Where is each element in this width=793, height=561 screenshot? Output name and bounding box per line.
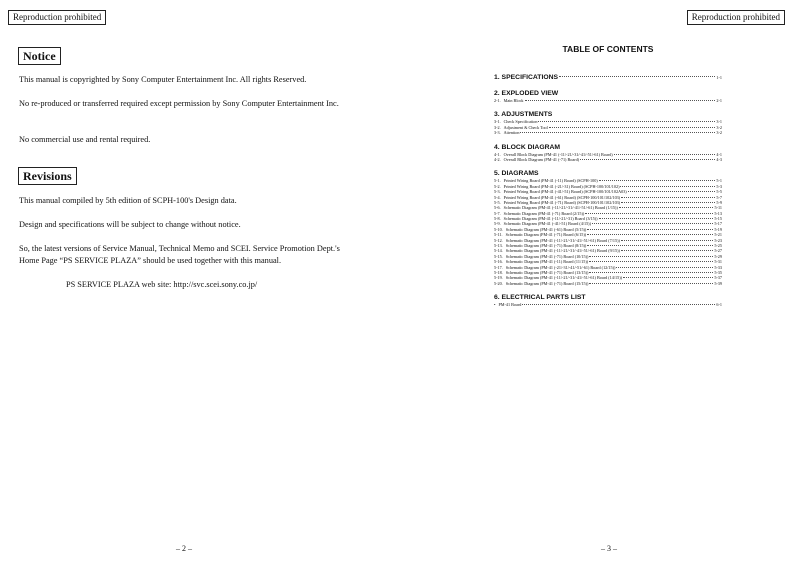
reproduction-prohibited-stamp-right: Reproduction prohibited	[687, 10, 785, 25]
toc-entry-number: 5-15.	[494, 253, 503, 259]
toc-leader-dots	[620, 186, 715, 187]
toc-entry-title: Schematic Diagram (PM-41 (-71) Board (8/15))	[505, 243, 587, 249]
toc-entry-title: Main Block	[503, 98, 524, 103]
toc-leader-dots	[585, 213, 713, 214]
toc-entry-number: 5-12.	[494, 237, 503, 243]
toc-page-number: 5-19	[714, 226, 722, 232]
toc-leader-dots	[538, 121, 715, 122]
toc-page-number: 5-7	[716, 194, 722, 200]
toc-leader-dots	[599, 218, 714, 219]
toc-entry-title: Overall Block Diagram (PM-41 (-71) Board)	[503, 156, 580, 162]
toc-page-number: 5-25	[714, 243, 722, 249]
notice-paragraph-reproduction: No re-produced or transferred required except permission by Sony Computer Entertainment Inc.	[19, 99, 339, 108]
toc-leader-dots	[520, 132, 715, 133]
toc-entry-number: 5-17.	[494, 264, 503, 270]
toc-entry-title: Schematic Diagram (PM-41 (-71) Board (2/15))	[503, 210, 585, 216]
toc-leader-dots	[619, 207, 714, 208]
page-number-right: – 3 –	[601, 544, 617, 553]
toc-section	[494, 293, 722, 307]
toc-entry-title: Schematic Diagram (PM-41 (-71) Board (15/15))	[505, 280, 589, 286]
toc-page-number: 5-35	[714, 269, 722, 275]
toc-entry-number: 2-1.	[494, 98, 501, 103]
revisions-paragraph-latest-versions: So, the latest versions of Service Manual, Technical Memo and SCEI. Service Promotion Dept.'s Home Page “PS SERVICE PLAZA” should be used together with this manual.	[19, 244, 340, 265]
revisions-paragraph-specs: Design and specifications will be subject to change without notice.	[19, 220, 241, 229]
revisions-paragraph-edition: This manual compiled by 5th edition of SCPH-100's Design data.	[19, 196, 237, 205]
toc-sections	[494, 73, 722, 308]
toc-entry-number: 3-1.	[494, 119, 501, 125]
toc-entry[interactable]	[494, 130, 722, 135]
toc-leader-dots	[559, 76, 715, 77]
toc-leader-dots	[621, 197, 715, 198]
toc-entry-title: Schematic Diagram (PM-41 (-11/-21/-31) Board (3/15))	[503, 216, 598, 222]
notice-paragraph-copyright: This manual is copyrighted by Sony Computer Entertainment Inc. All rights Reserved.	[19, 75, 307, 84]
toc-entry-number: 5-4.	[494, 194, 501, 200]
toc-entry-title: Attention	[503, 130, 520, 136]
toc-entry-number: 5-13.	[494, 243, 503, 249]
toc-leader-dots	[522, 304, 715, 305]
toc-leader-dots	[549, 127, 716, 128]
toc-page-number: 5-37	[714, 275, 722, 281]
toc-leader-dots	[623, 277, 713, 278]
notice-heading: Notice	[18, 47, 61, 65]
toc-entry-title: Printed Wiring Board (PM-41 (-61) Board) (SCPH-100/101/102/103)	[503, 194, 621, 200]
toc-entry[interactable]	[494, 98, 722, 103]
toc-entry-number: 5-6.	[494, 205, 501, 211]
toc-page-number: 5-23	[714, 237, 722, 243]
toc-page-number: 5-15	[714, 216, 722, 222]
toc-entry-title: Schematic Diagram (PM-41 (-71) Board (13/15))	[505, 269, 589, 275]
revisions-heading: Revisions	[18, 167, 77, 185]
toc-section-title-text: 4. BLOCK DIAGRAM	[494, 143, 561, 151]
toc-entry-title: Schematic Diagram (PM-41 (-61) Board (5/15))	[505, 226, 587, 232]
toc-entry-title: Printed Wiring Board (PM-41 (-41/-51) Board) (SCPH-100/101/102A03)	[503, 189, 627, 195]
table-of-contents	[494, 44, 722, 315]
toc-entry-number: 3-3.	[494, 130, 501, 136]
toc-page-number: 5-33	[714, 264, 722, 270]
page-number-left: – 2 –	[176, 544, 192, 553]
toc-entry-number: •	[494, 302, 496, 308]
toc-section	[494, 143, 722, 163]
toc-entry-number: 5-19.	[494, 275, 503, 281]
toc-page-number: 5-3	[716, 183, 722, 189]
toc-entry-number: 3-2.	[494, 124, 501, 130]
toc-leader-dots	[589, 283, 713, 284]
toc-leader-dots	[616, 267, 713, 268]
toc-page-number: 5-5	[716, 189, 722, 195]
toc-page-number: 5-29	[714, 253, 722, 259]
toc-entry[interactable]	[494, 302, 722, 307]
toc-entry-title: PM-41 Board	[498, 302, 522, 308]
reproduction-prohibited-stamp-left: Reproduction prohibited	[8, 10, 106, 25]
toc-leader-dots	[587, 234, 713, 235]
toc-entry-number: 5-8.	[494, 216, 501, 222]
toc-entry-number: 5-11.	[494, 232, 503, 238]
toc-leader-dots	[621, 250, 713, 251]
toc-leader-dots	[628, 191, 716, 192]
toc-leader-dots	[592, 223, 713, 224]
toc-entry-number: 5-5.	[494, 199, 501, 205]
toc-entry-title: Schematic Diagram (PM-41 (-71) Board (10/15))	[505, 253, 589, 259]
toc-page-number: 5-13	[714, 210, 722, 216]
toc-entry-title: Schematic Diagram (PM-41 (-11/-21/-31/-41/-51/-61) Board (9/15))	[505, 248, 620, 254]
toc-section-title[interactable]	[494, 169, 722, 178]
toc-leader-dots	[589, 261, 713, 262]
toc-entry-number: 5-16.	[494, 259, 503, 265]
toc-section-title[interactable]	[494, 89, 722, 98]
toc-page-number: 1-1	[716, 75, 722, 80]
notice-paragraph-commercial: No commercial use and rental required.	[19, 135, 151, 144]
toc-section	[494, 89, 722, 103]
toc-leader-dots	[599, 180, 716, 181]
toc-entry-title: Schematic Diagram (PM-41 (-71) Board (6/15))	[505, 232, 587, 238]
toc-page-number: 3-2	[716, 124, 722, 130]
toc-entry-title: Schematic Diagram (PM-41 (-21/-31/-41/-51/-61) Board (12/15))	[505, 264, 616, 270]
toc-leader-dots	[525, 100, 716, 101]
toc-section	[494, 110, 722, 135]
toc-section-title-text: 1. SPECIFICATIONS	[494, 74, 559, 81]
toc-section-title-text: 2. EXPLODED VIEW	[494, 90, 559, 97]
toc-leader-dots	[621, 202, 715, 203]
toc-entry-title: Schematic Diagram (PM-41 (-11/-21/-31/-41/-51/-61) Board (7/15))	[505, 237, 620, 243]
toc-section-title[interactable]	[494, 73, 722, 82]
toc-leader-dots	[587, 229, 713, 230]
toc-page-number: 5-11	[714, 205, 722, 211]
toc-entry-title: Schematic Diagram (PM-41 (-11/-21/-31/-41/-51/-61) Board (1/15))	[503, 205, 618, 211]
toc-entry-number: 5-1.	[494, 178, 501, 184]
toc-entry-number: 5-3.	[494, 189, 501, 195]
toc-entry-number: 5-7.	[494, 210, 501, 216]
toc-section-title-text: 3. ADJUSTMENTS	[494, 111, 553, 119]
toc-entry-number: 4-2.	[494, 156, 501, 162]
toc-page-number: 4-3	[716, 156, 722, 162]
toc-leader-dots	[589, 272, 713, 273]
toc-leader-dots	[589, 256, 713, 257]
toc-entry[interactable]	[494, 281, 722, 286]
toc-section	[494, 169, 722, 286]
toc-page-number: 5-31	[714, 259, 722, 265]
toc-entry-title: Schematic Diagram (PM-41 (-11) Board (11/15))	[505, 259, 589, 265]
toc-entry-title: Printed Wiring Board (PM-41 (-71) Board) (SCPH-100/101/102/103)	[503, 199, 621, 205]
toc-page-number: 5-21	[714, 232, 722, 238]
toc-entry-title: Overall Block Diagram (PM-41 (-11/-21/-31/-41/-51/-61) Board)	[503, 151, 613, 157]
toc-leader-dots	[587, 245, 713, 246]
toc-title: TABLE OF CONTENTS	[562, 44, 654, 54]
toc-section	[494, 73, 722, 82]
toc-entry-title: Schematic Diagram (PM-41 (-11/-21/-31/-41/-51/-61) Board (14/15))	[505, 275, 622, 281]
toc-entry-number: 5-18.	[494, 269, 503, 275]
toc-entry-title: Schematic Diagram (PM-41 (-41/-51) Board (4/15))	[503, 221, 591, 227]
toc-page-number: 6-1	[716, 302, 722, 308]
toc-section-title-text: 6. ELECTRICAL PARTS LIST	[494, 294, 586, 302]
toc-entry-number: 4-1.	[494, 151, 501, 157]
toc-section-title[interactable]	[494, 143, 722, 152]
toc-entry-title: Printed Wiring Board (PM-41 (-21/-31) Board) (SCPH-100/101/102)	[503, 183, 620, 189]
toc-section-title[interactable]	[494, 110, 722, 119]
toc-page-number: 5-1	[716, 178, 722, 184]
toc-entry-number: 5-2.	[494, 183, 501, 189]
toc-leader-dots	[614, 154, 716, 155]
toc-section-title-text: 5. DIAGRAMS	[494, 170, 539, 178]
toc-entry-number: 5-20.	[494, 280, 503, 286]
toc-page-number: 3-1	[716, 119, 722, 125]
toc-page-number: 5-17	[714, 221, 722, 227]
toc-page-number: 5-9	[716, 199, 722, 205]
toc-leader-dots	[580, 159, 715, 160]
toc-page-number: 4-1	[716, 151, 722, 157]
toc-entry-number: 5-10.	[494, 226, 503, 232]
toc-page-number: 3-2	[716, 130, 722, 136]
toc-entry-title: Adjustment & Check Tool	[503, 124, 548, 130]
toc-page-number: 2-1	[716, 98, 722, 103]
toc-page-number: 5-27	[714, 248, 722, 254]
toc-entry-number: 5-14.	[494, 248, 503, 254]
toc-entry[interactable]	[494, 157, 722, 162]
toc-page-number: 5-39	[714, 280, 722, 286]
toc-leader-dots	[621, 240, 713, 241]
toc-entry-title: Check Specification	[503, 119, 538, 125]
toc-section-title[interactable]	[494, 293, 722, 302]
toc-entry-number: 5-9.	[494, 221, 501, 227]
toc-entry-title: Printed Wiring Board (PM-41 (-11) Board) (SCPH-100)	[503, 178, 598, 184]
service-plaza-website: PS SERVICE PLAZA web site: http://svc.scei.sony.co.jp/	[66, 280, 258, 289]
